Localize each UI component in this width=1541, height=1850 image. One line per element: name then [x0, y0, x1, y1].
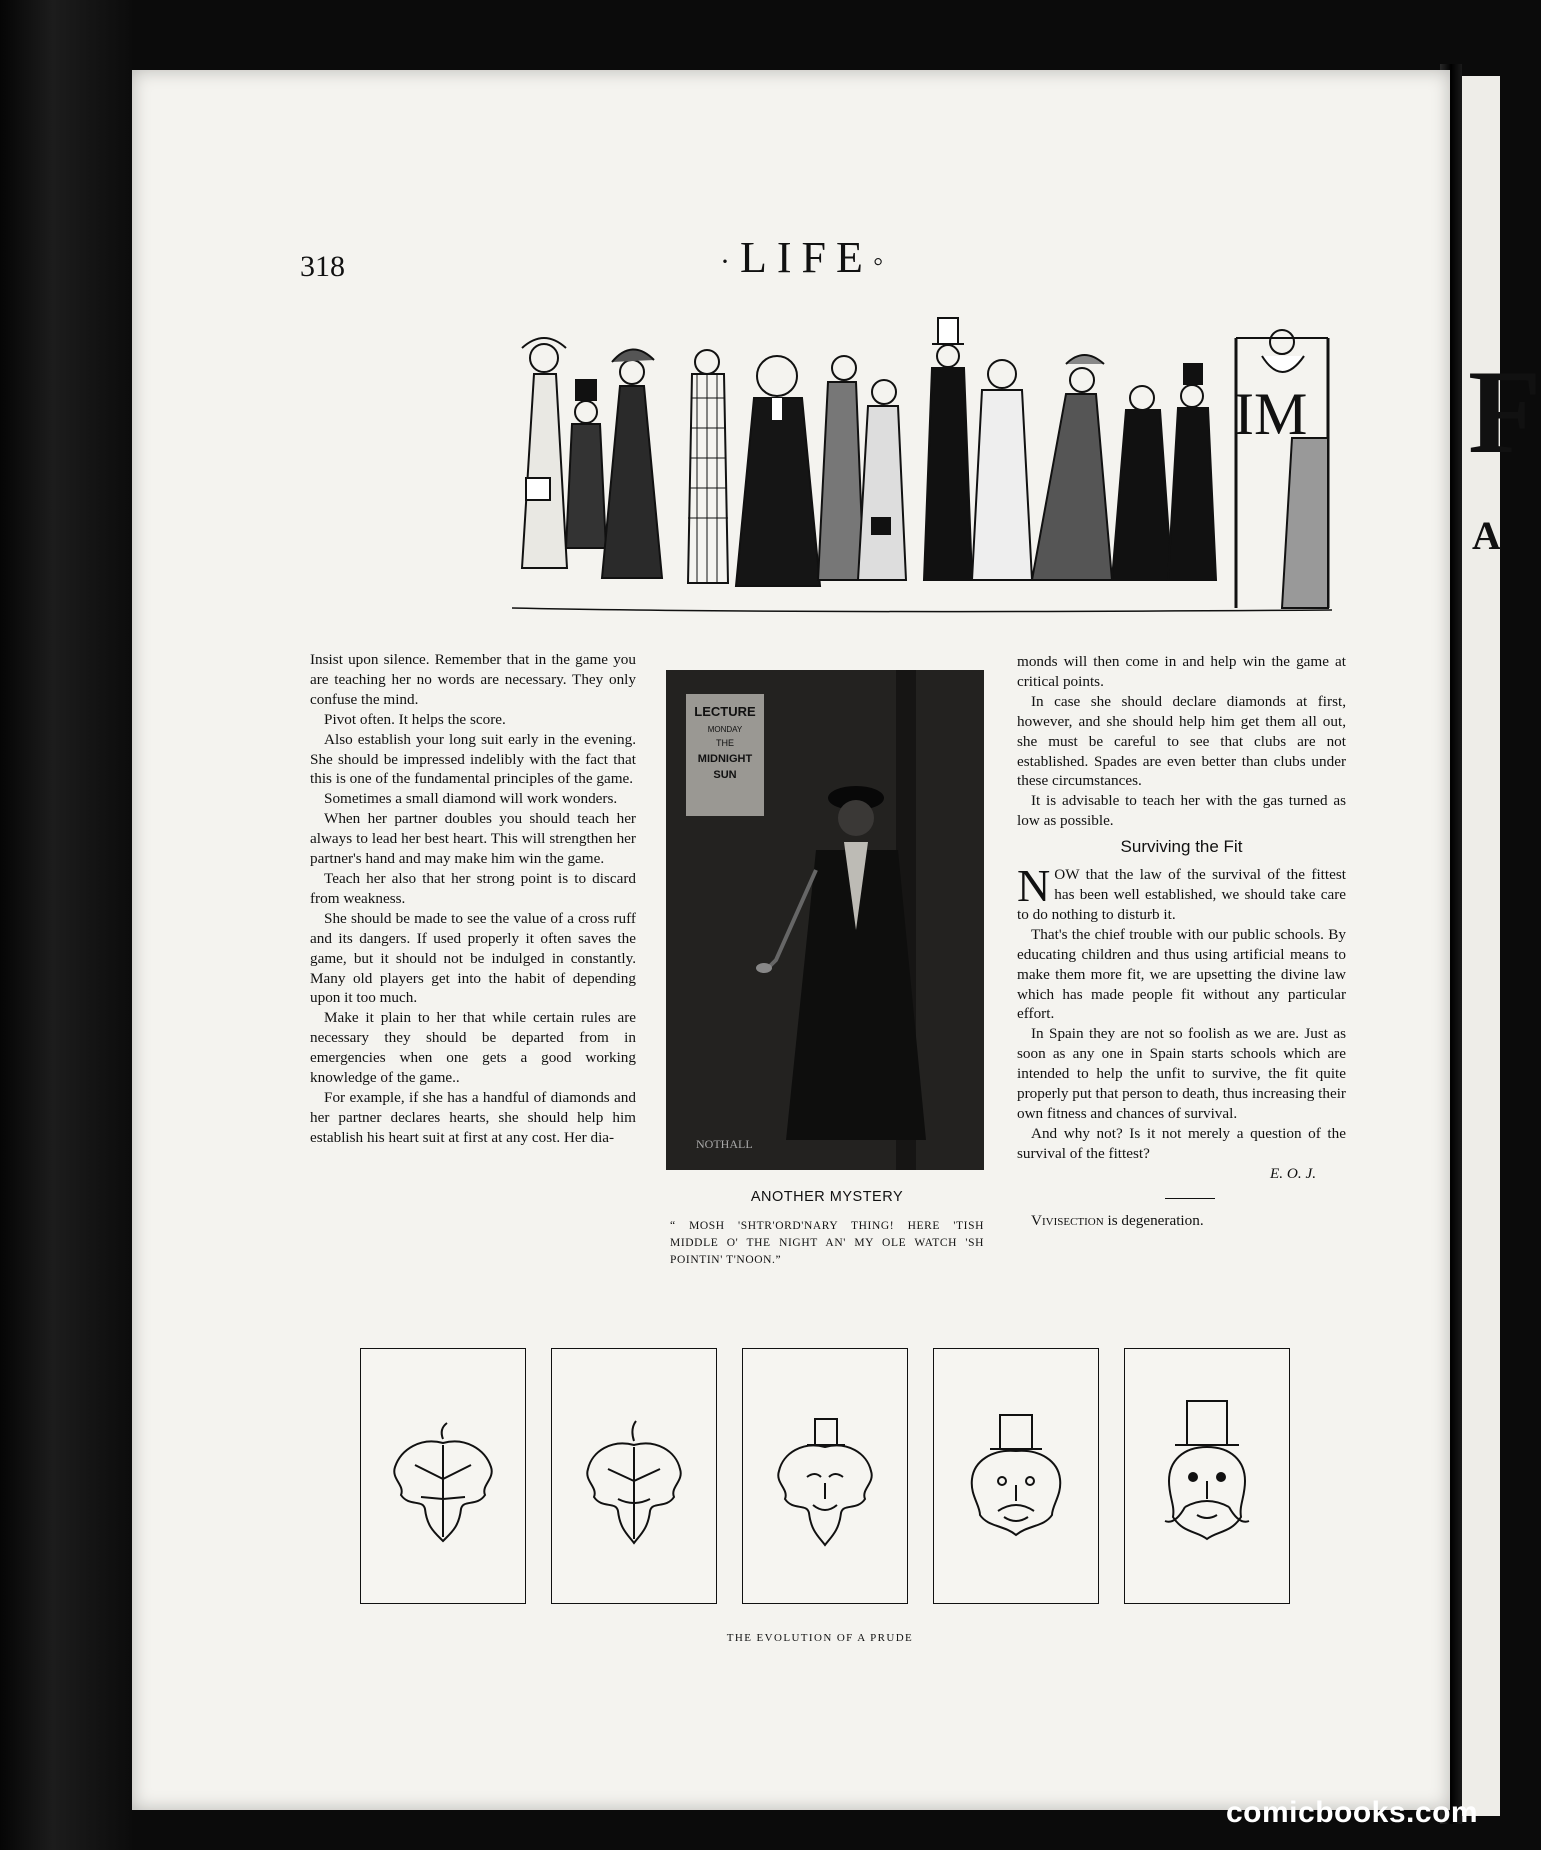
scanner-surround-left — [0, 0, 132, 1850]
leaf-icon — [552, 1349, 716, 1603]
evolution-panel-5 — [1124, 1348, 1290, 1604]
paragraph: monds will then come in and help win the game at critical points. — [1017, 653, 1346, 690]
paragraph: In Spain they are not so foolish as we are. Just as soon as any one in Spain starts schools which are intended to help the unfit to survive, the fit quite properly put that person to death, thus increasing their own fitness and chances of survival. — [1017, 1025, 1346, 1122]
poster-line: SUN — [713, 769, 737, 781]
paragraph: Insist upon silence. Remember that in the game you are teaching her no words are necessary. They only confuse the mind. — [310, 651, 636, 708]
section-heading: Surviving the Fit — [1120, 837, 1243, 857]
right-column — [1017, 652, 1346, 1230]
paragraph: When her partner doubles you should teach her always to lead her best heart. This will strengthen her partner's hand and may make him win the game. — [310, 810, 636, 868]
evolution-panel-1 — [360, 1348, 526, 1604]
divider — [1165, 1198, 1215, 1199]
masthead: ·LIFE◦ — [720, 233, 894, 282]
face-icon — [934, 1349, 1098, 1603]
paragraph: Sometimes a small diamond will work wonders. — [324, 790, 618, 808]
paragraph: Make it plain to her that while certain rules are necessary they should be departed from in emergencies when one gets a good working knowledge of the game.. — [310, 1009, 636, 1087]
middle-column — [666, 670, 988, 1269]
leaf-face-icon — [743, 1349, 907, 1603]
closing-rest: is degeneration. — [1103, 1211, 1204, 1229]
top-hat-face-icon — [1125, 1349, 1289, 1603]
paragraph: In case she should declare diamonds at first, however, and she should help him get them all out, she must be careful to see that clubs are not established. Spades are even better than clubs under these circumstances. — [1017, 692, 1346, 790]
closing-lead: Vivisection — [1031, 1211, 1104, 1229]
panels-caption: THE EVOLUTION OF A PRUDE — [726, 1632, 914, 1644]
poster-line: MIDNIGHT — [697, 753, 753, 765]
closing-line — [1017, 1211, 1346, 1231]
evolution-panel-4 — [933, 1348, 1099, 1604]
evolution-panel-2 — [551, 1348, 717, 1604]
page-number: 318 — [300, 250, 345, 283]
leaf-icon — [361, 1349, 525, 1603]
masthead-title: LIFE — [740, 233, 873, 282]
paragraph: And why not? Is it not merely a question of the survival of the fittest? — [1017, 1124, 1346, 1162]
poster-line: MONDAY — [707, 725, 743, 734]
left-column — [310, 650, 636, 1148]
illustration-caption-title: ANOTHER MYSTERY — [750, 1189, 904, 1205]
site-watermark: comicbooks.com — [1226, 1796, 1479, 1829]
crowd-illustration — [492, 318, 1344, 618]
sign-lettering: IM — [1234, 381, 1308, 447]
paragraph: Teach her also that her strong point is to discard from weakness. — [310, 869, 636, 907]
paragraph: For example, if she has a handful of diamonds and her partner declares hearts, she should help him establish his heart suit at first at any cost. Her dia- — [310, 1088, 636, 1146]
poster-line: LECTURE — [694, 704, 756, 719]
drop-cap: N — [1017, 860, 1051, 912]
author-signature: E. O. J. — [1270, 1164, 1316, 1182]
artist-signature: NOTHALL — [696, 1137, 753, 1151]
paragraph: Also establish your long suit early in the evening. She should be impressed indelibly with the fact that this is one of the fundamental principles of the game. — [310, 730, 636, 788]
paragraph: It is advisable to teach her with the gas turned as low as possible. — [1017, 792, 1346, 830]
evolution-panels — [360, 1348, 1350, 1608]
paragraph-text: OW that the law of the survival of the fittest has been well established, we should take care to do nothing to disturb it. — [1017, 866, 1346, 923]
paragraph: She should be made to see the value of a cross ruff and its dangers. If used properly it often saves the game, but it should not be indulged in constantly. Many old players get into the habit of depending upon it too much. — [310, 909, 636, 1007]
facing-page-edge: F A — [1462, 76, 1500, 1816]
mystery-illustration — [666, 670, 984, 1170]
paragraph: That's the chief trouble with our public schools. By educating children and thus using artificial means to make them more fit, we are upsetting the divine law which has made people fit without any particular effort. — [1017, 925, 1346, 1023]
poster-line: THE — [716, 738, 734, 748]
evolution-panel-3 — [742, 1348, 908, 1604]
illustration-caption-text: “ MOSH 'SHTR'ORD'NARY THING! HERE 'TISH MIDDLE O' THE NIGHT AN' MY OLE WATCH 'SH POINTIN' T'NOON.” — [670, 1219, 984, 1266]
paragraph: Pivot often. It helps the score. — [324, 710, 506, 728]
paragraph — [1017, 860, 1346, 925]
